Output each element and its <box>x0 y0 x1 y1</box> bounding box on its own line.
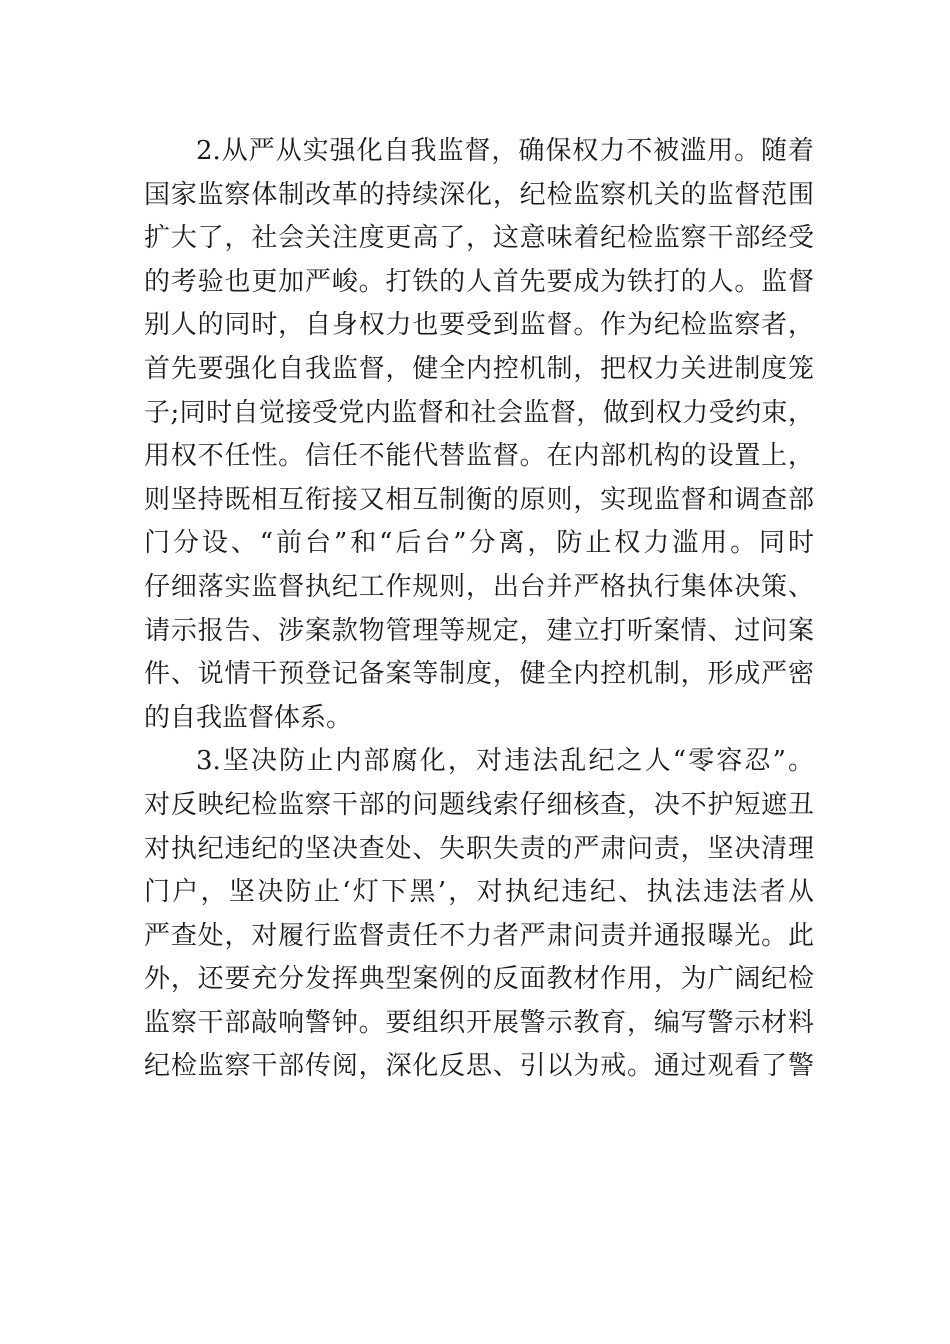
text-line: 首先要强化自我监督，健全内控机制，把权力关进制度笼 <box>144 353 814 384</box>
text-line: 件、说情干预登记备案等制度，健全内控机制，形成严密 <box>144 659 814 690</box>
text-line: 用权不任性。信任不能代替监督。在内部机构的设置上， <box>144 441 814 472</box>
text-line: 监察干部敲响警钟。要组织开展警示教育，编写警示材料 <box>144 1007 814 1038</box>
text-line: 纪检监察干部传阅，深化反思、引以为戒。通过观看了警 <box>144 1051 814 1082</box>
text-line: 扩大了，社会关注度更高了，这意味着纪检监察干部经受 <box>144 223 814 254</box>
paragraph-self-supervision <box>144 130 814 740</box>
text-line: 对反映纪检监察干部的问题线索仔细核查，决不护短遮丑 <box>144 789 814 820</box>
document-body <box>144 130 814 1089</box>
text-line: 严查处，对履行监督责任不力者严肃问责并通报曝光。此 <box>144 920 814 951</box>
text-line: 2.从严从实强化自我监督，确保权力不被滥用。随着 <box>196 136 814 166</box>
paragraph-prevent-corruption <box>144 740 814 1089</box>
text-line: 外，还要充分发挥典型案例的反面教材作用，为广阔纪检 <box>144 964 814 995</box>
text-line: 门户，坚决防止‘灯下黑’，对执纪违纪、执法违法者从 <box>144 877 814 908</box>
text-line: 的考验也更加严峻。打铁的人首先要成为铁打的人。监督 <box>144 266 814 297</box>
text-line: 仔细落实监督执纪工作规则，出台并严格执行集体决策、 <box>144 571 814 602</box>
text-line: 门分设、“前台”和“后台”分离，防止权力滥用。同时 <box>144 528 814 559</box>
text-line: 别人的同时，自身权力也要受到监督。作为纪检监察者， <box>144 310 814 341</box>
text-line: 子;同时自觉接受党内监督和社会监督，做到权力受约束， <box>144 397 814 428</box>
text-line: 请示报告、涉案款物管理等规定，建立打听案情、过问案 <box>144 615 814 646</box>
text-line: 则坚持既相互衔接又相互制衡的原则，实现监督和调查部 <box>144 484 814 515</box>
text-line: 的自我监督体系。 <box>144 702 353 733</box>
text-line: 对执纪违纪的坚决查处、失职失责的严肃问责，坚决清理 <box>144 833 814 864</box>
text-line: 3.坚决防止内部腐化，对违法乱纪之人“零容忍”。 <box>196 746 814 777</box>
text-line: 国家监察体制改革的持续深化，纪检监察机关的监督范围 <box>144 179 814 210</box>
